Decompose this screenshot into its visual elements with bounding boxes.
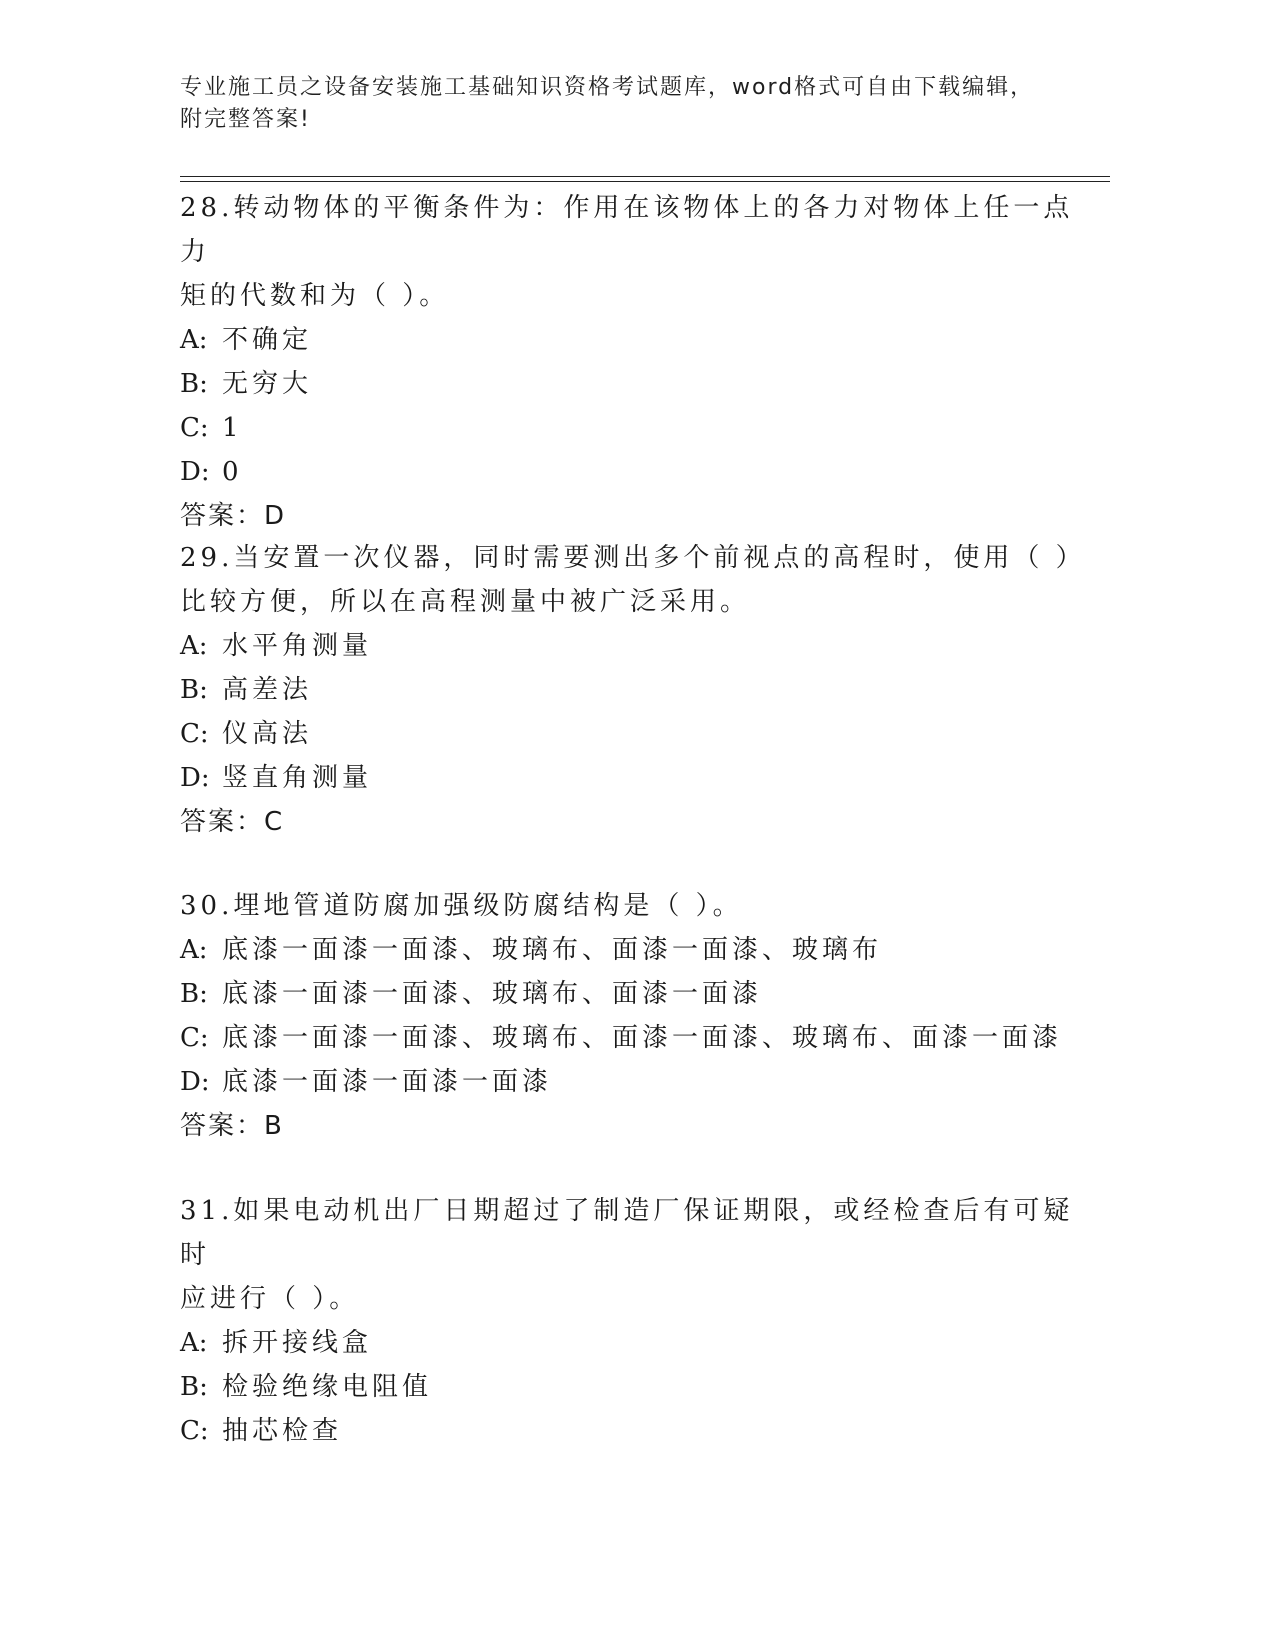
document-header bbox=[180, 72, 1060, 136]
option-c bbox=[180, 1016, 1080, 1060]
option-d bbox=[180, 756, 1080, 800]
question-stem bbox=[180, 1189, 1080, 1321]
option-text: 不确定 bbox=[222, 325, 313, 355]
question-stem-line: 29.当安置一次仪器，同时需要测出多个前视点的高程时，使用（ ） bbox=[180, 543, 1086, 573]
question-stem-line: 比较方便，所以在高程测量中被广泛采用。 bbox=[180, 587, 751, 617]
question-stem bbox=[180, 186, 1080, 318]
option-key: A: bbox=[180, 631, 208, 661]
option-text: 仪高法 bbox=[222, 719, 313, 749]
option-text: 底漆一面漆一面漆一面漆 bbox=[222, 1067, 553, 1097]
option-key: C: bbox=[180, 719, 209, 749]
option-text: 检验绝缘电阻值 bbox=[222, 1372, 433, 1402]
option-b bbox=[180, 362, 1080, 406]
answer-line: 答案：D bbox=[180, 501, 287, 531]
option-text: 底漆一面漆一面漆、玻璃布、面漆一面漆、玻璃布、面漆一面漆 bbox=[222, 1023, 1063, 1053]
question-stem bbox=[180, 884, 1080, 928]
option-text: 1 bbox=[222, 413, 243, 443]
option-text: 0 bbox=[222, 457, 243, 487]
question-stem-line: 矩的代数和为（ ）。 bbox=[180, 281, 450, 311]
option-text: 竖直角测量 bbox=[222, 763, 373, 793]
option-key: A: bbox=[180, 935, 208, 965]
option-key: D: bbox=[180, 763, 210, 793]
option-key: A: bbox=[180, 1328, 208, 1358]
question-28 bbox=[180, 186, 1080, 538]
option-c bbox=[180, 712, 1080, 756]
option-key: D: bbox=[180, 1067, 210, 1097]
option-c bbox=[180, 1409, 1080, 1453]
question-31 bbox=[180, 1189, 1080, 1453]
answer-line: 答案：B bbox=[180, 1111, 284, 1141]
option-text: 底漆一面漆一面漆、玻璃布、面漆一面漆、玻璃布 bbox=[222, 935, 883, 965]
option-key: C: bbox=[180, 1023, 209, 1053]
question-stem-line: 28.转动物体的平衡条件为：作用在该物体上的各力对物体上任一点力 bbox=[180, 193, 1074, 267]
option-key: B: bbox=[180, 369, 208, 399]
option-key: B: bbox=[180, 675, 208, 705]
question-stem bbox=[180, 536, 1086, 624]
option-text: 底漆一面漆一面漆、玻璃布、面漆一面漆 bbox=[222, 979, 763, 1009]
option-text: 高差法 bbox=[222, 675, 313, 705]
option-b bbox=[180, 1365, 1080, 1409]
option-a bbox=[180, 318, 1080, 362]
option-text: 水平角测量 bbox=[222, 631, 373, 661]
option-key: D: bbox=[180, 457, 210, 487]
option-a bbox=[180, 928, 1080, 972]
header-line-1: 专业施工员之设备安装施工基础知识资格考试题库，word格式可自由下载编辑， bbox=[180, 75, 1035, 100]
option-text: 抽芯检查 bbox=[222, 1416, 343, 1446]
option-d bbox=[180, 1060, 1080, 1104]
question-stem-line: 30.埋地管道防腐加强级防腐结构是（ ）。 bbox=[180, 891, 743, 921]
option-d bbox=[180, 450, 1080, 494]
option-key: C: bbox=[180, 413, 209, 443]
option-key: B: bbox=[180, 979, 208, 1009]
option-text: 拆开接线盒 bbox=[222, 1328, 373, 1358]
option-b bbox=[180, 972, 1080, 1016]
option-text: 无穷大 bbox=[222, 369, 313, 399]
question-29 bbox=[180, 536, 1086, 844]
option-key: A: bbox=[180, 325, 208, 355]
question-stem-line: 31.如果电动机出厂日期超过了制造厂保证期限，或经检查后有可疑时 bbox=[180, 1196, 1074, 1270]
option-a bbox=[180, 624, 1080, 668]
header-divider-top bbox=[180, 176, 1110, 177]
option-a bbox=[180, 1321, 1080, 1365]
option-c bbox=[180, 406, 1080, 450]
option-key: C: bbox=[180, 1416, 209, 1446]
header-line-2: 附完整答案! bbox=[180, 107, 311, 132]
answer-line: 答案：C bbox=[180, 807, 285, 837]
option-b bbox=[180, 668, 1080, 712]
option-key: B: bbox=[180, 1372, 208, 1402]
question-30 bbox=[180, 884, 1080, 1148]
header-divider-bottom bbox=[180, 181, 1110, 182]
question-stem-line: 应进行（ ）。 bbox=[180, 1284, 360, 1314]
